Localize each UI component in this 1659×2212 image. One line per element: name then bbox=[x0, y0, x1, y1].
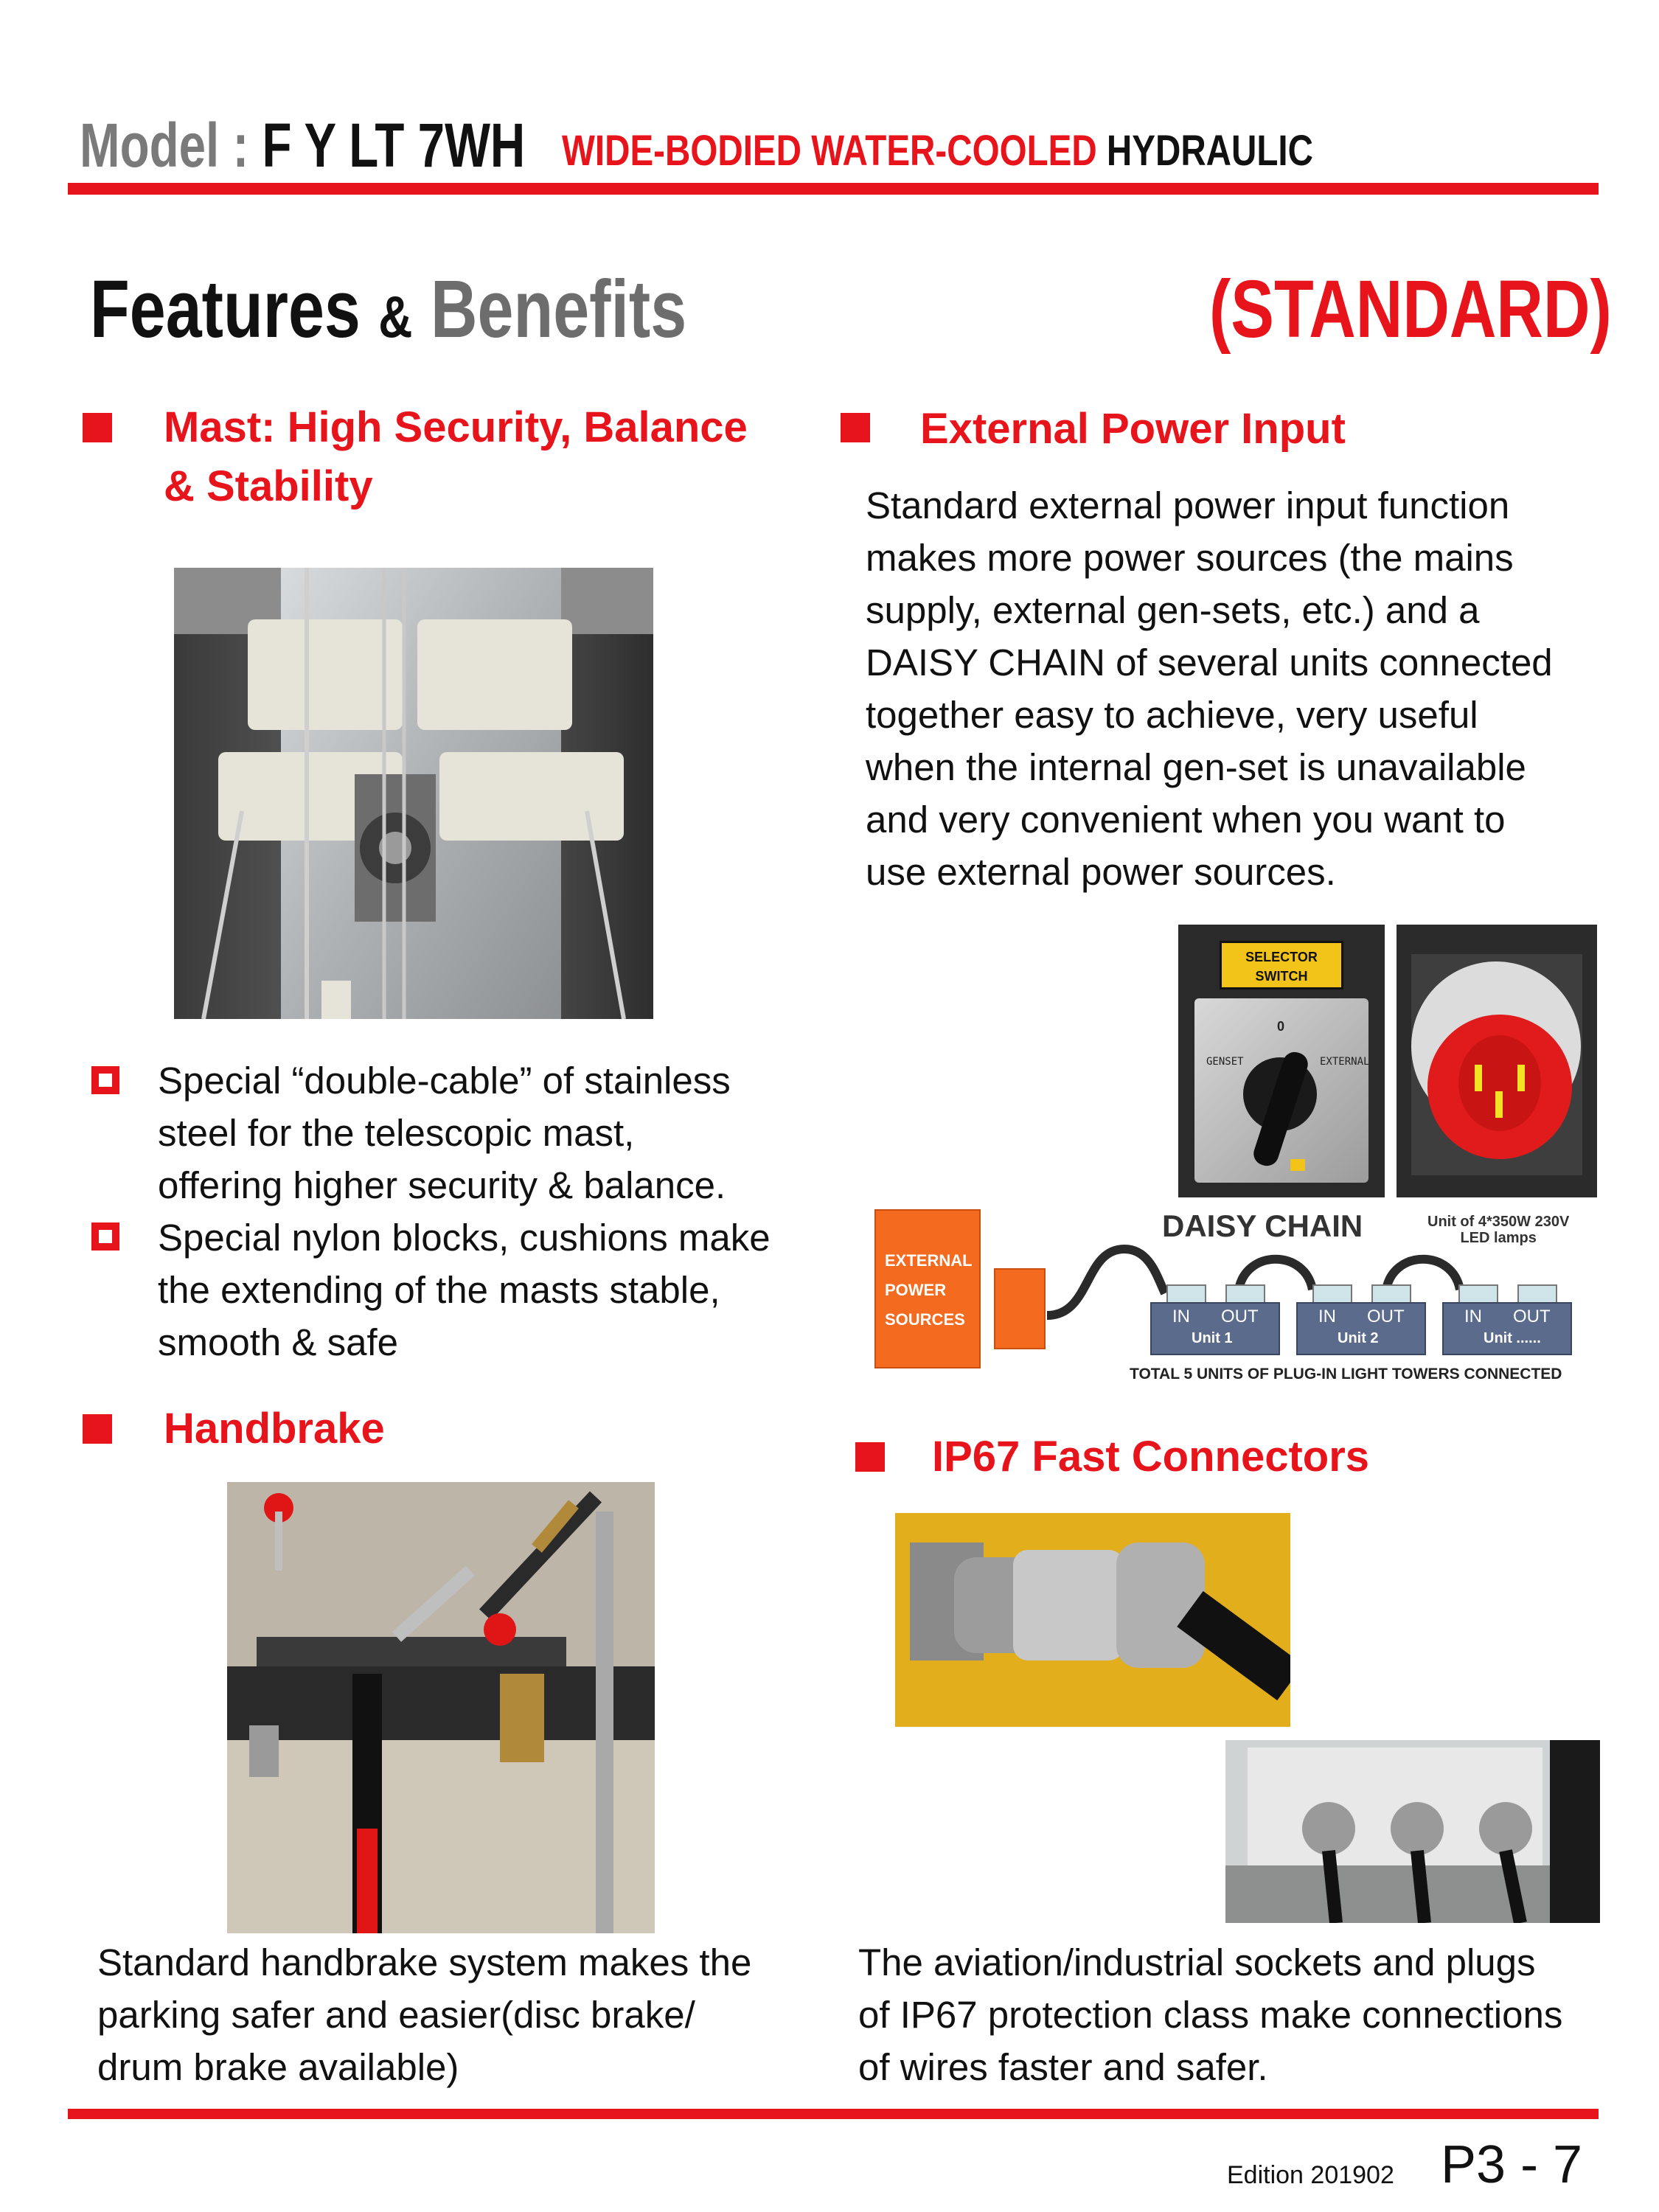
bullet-hollow-square-icon bbox=[91, 1066, 119, 1094]
socket-pin-icon bbox=[1475, 1065, 1482, 1091]
selector-genset-mark: GENSET bbox=[1206, 1056, 1244, 1068]
mast-bullet-2 bbox=[158, 1211, 771, 1368]
power-line: makes more power sources (the mains bbox=[866, 537, 1514, 579]
title-amp: & bbox=[378, 284, 413, 349]
socket-pin-icon bbox=[1495, 1091, 1503, 1118]
header-rule bbox=[68, 183, 1599, 195]
unit-name-label: Unit 1 bbox=[1192, 1330, 1233, 1346]
red-socket-photo bbox=[1397, 925, 1597, 1197]
handbrake-title: Handbrake bbox=[164, 1405, 385, 1453]
power-title: External Power Input bbox=[920, 405, 1346, 453]
external-power-line: POWER bbox=[885, 1281, 947, 1299]
model-value: F Y LT 7WH bbox=[262, 111, 526, 180]
model-subtitle bbox=[562, 125, 1313, 177]
mast-title-line1: Mast: High Security, Balance bbox=[164, 403, 748, 451]
ip67-line: of wires faster and safer. bbox=[858, 2046, 1268, 2088]
unit-in-label: IN bbox=[1464, 1307, 1482, 1326]
power-line: when the internal gen-set is unavailable bbox=[866, 746, 1526, 788]
ip67-title: IP67 Fast Connectors bbox=[932, 1433, 1370, 1481]
unit-name-label: Unit 2 bbox=[1338, 1330, 1379, 1346]
handbrake-line: drum brake available) bbox=[97, 2046, 459, 2088]
selector-label-line1: SELECTOR bbox=[1245, 950, 1318, 964]
title-standard: (STANDARD) bbox=[1209, 264, 1612, 355]
mast-bullet-1-line3: offering higher security & balance. bbox=[158, 1164, 726, 1206]
ip67-line: of IP67 protection class make connections bbox=[858, 1994, 1563, 2036]
unit-name-label: Unit ...... bbox=[1484, 1330, 1541, 1346]
power-line: DAISY CHAIN of several units connected bbox=[866, 641, 1553, 684]
mast-bullet-1-line2: steel for the telescopic mast, bbox=[158, 1112, 635, 1154]
unit-out-label: OUT bbox=[1367, 1307, 1405, 1326]
power-line: together easy to achieve, very useful bbox=[866, 694, 1478, 736]
unit-body bbox=[1442, 1302, 1572, 1355]
mast-title-line2: & Stability bbox=[164, 462, 373, 510]
unit-body bbox=[1150, 1302, 1280, 1355]
external-power-line: SOURCES bbox=[885, 1310, 965, 1329]
bullet-square-icon bbox=[855, 1442, 885, 1472]
mast-title bbox=[164, 398, 748, 516]
mast-image bbox=[174, 568, 653, 1019]
unit-in-label: IN bbox=[1172, 1307, 1190, 1326]
subtitle-black: HYDRAULIC bbox=[1106, 127, 1313, 175]
daisy-unit-2 bbox=[1296, 1284, 1426, 1355]
ip67-connector-photo bbox=[895, 1513, 1290, 1727]
footer-rule bbox=[68, 2109, 1599, 2119]
subtitle-red: WIDE-BODIED WATER-COOLED bbox=[562, 127, 1097, 175]
selector-switch-photo bbox=[1178, 925, 1385, 1197]
mast-bullet-2-line2: the extending of the masts stable, bbox=[158, 1269, 720, 1311]
handbrake-description bbox=[97, 1936, 751, 2093]
daisy-chain-diagram bbox=[870, 1205, 1600, 1394]
power-line: Standard external power input function bbox=[866, 484, 1510, 526]
daisy-note-line1: Unit of 4*350W 230V bbox=[1427, 1214, 1570, 1230]
handbrake-line: parking safer and easier(disc brake/ bbox=[97, 1994, 695, 2036]
selector-label-plate bbox=[1220, 941, 1343, 990]
daisy-title: DAISY CHAIN bbox=[1162, 1208, 1363, 1243]
external-power-box bbox=[874, 1209, 981, 1368]
ip67-description bbox=[858, 1936, 1562, 2093]
selector-knob-tip-icon bbox=[1290, 1159, 1305, 1171]
socket-pin-icon bbox=[1517, 1065, 1525, 1091]
ip67-panel-image bbox=[1225, 1740, 1600, 1923]
connector-box-icon bbox=[994, 1268, 1046, 1349]
mast-photo bbox=[174, 568, 653, 1019]
external-power-line: EXTERNAL bbox=[885, 1251, 973, 1270]
ip67-line: The aviation/industrial sockets and plugs bbox=[858, 1941, 1536, 1983]
unit-out-label: OUT bbox=[1513, 1307, 1551, 1326]
daisy-note-line2: LED lamps bbox=[1460, 1230, 1537, 1246]
ip67-connector-image bbox=[895, 1513, 1290, 1727]
title-benefits: Benefits bbox=[430, 264, 687, 355]
daisy-unit-1 bbox=[1150, 1284, 1280, 1355]
daisy-unit-3 bbox=[1442, 1284, 1572, 1355]
bullet-square-icon bbox=[83, 1414, 112, 1444]
model-header bbox=[80, 112, 525, 178]
power-line: use external power sources. bbox=[866, 851, 1336, 893]
bullet-square-icon bbox=[83, 413, 112, 442]
handbrake-image bbox=[227, 1482, 655, 1933]
daisy-footer: TOTAL 5 UNITS OF PLUG-IN LIGHT TOWERS CONNECTED bbox=[1130, 1366, 1562, 1382]
power-line: and very convenient when you want to bbox=[866, 799, 1506, 841]
selector-zero-mark: 0 bbox=[1277, 1019, 1285, 1034]
bullet-hollow-square-icon bbox=[91, 1222, 119, 1251]
title-features: Features bbox=[90, 264, 361, 355]
page-title bbox=[90, 265, 686, 361]
mast-bullet-1 bbox=[158, 1054, 731, 1211]
unit-body bbox=[1296, 1302, 1426, 1355]
handbrake-photo bbox=[227, 1482, 655, 1933]
mast-bullet-2-line3: smooth & safe bbox=[158, 1321, 398, 1363]
edition-label: Edition 201902 bbox=[1227, 2161, 1394, 2189]
unit-out-label: OUT bbox=[1221, 1307, 1259, 1326]
mast-bullet-1-line1: Special “double-cable” of stainless bbox=[158, 1060, 731, 1102]
model-label: Model : bbox=[80, 111, 249, 180]
page-number: P3 - 7 bbox=[1441, 2135, 1583, 2194]
selector-external-mark: EXTERNAL bbox=[1320, 1056, 1370, 1068]
ip67-panel-photo bbox=[1225, 1740, 1600, 1923]
power-description bbox=[866, 479, 1553, 898]
mast-bullet-2-line1: Special nylon blocks, cushions make bbox=[158, 1217, 771, 1259]
unit-in-label: IN bbox=[1318, 1307, 1336, 1326]
daisy-note bbox=[1427, 1214, 1569, 1246]
selector-label-line2: SWITCH bbox=[1255, 969, 1308, 984]
power-line: supply, external gen-sets, etc.) and a bbox=[866, 589, 1480, 631]
bullet-square-icon bbox=[841, 413, 870, 442]
handbrake-line: Standard handbrake system makes the bbox=[97, 1941, 752, 1983]
